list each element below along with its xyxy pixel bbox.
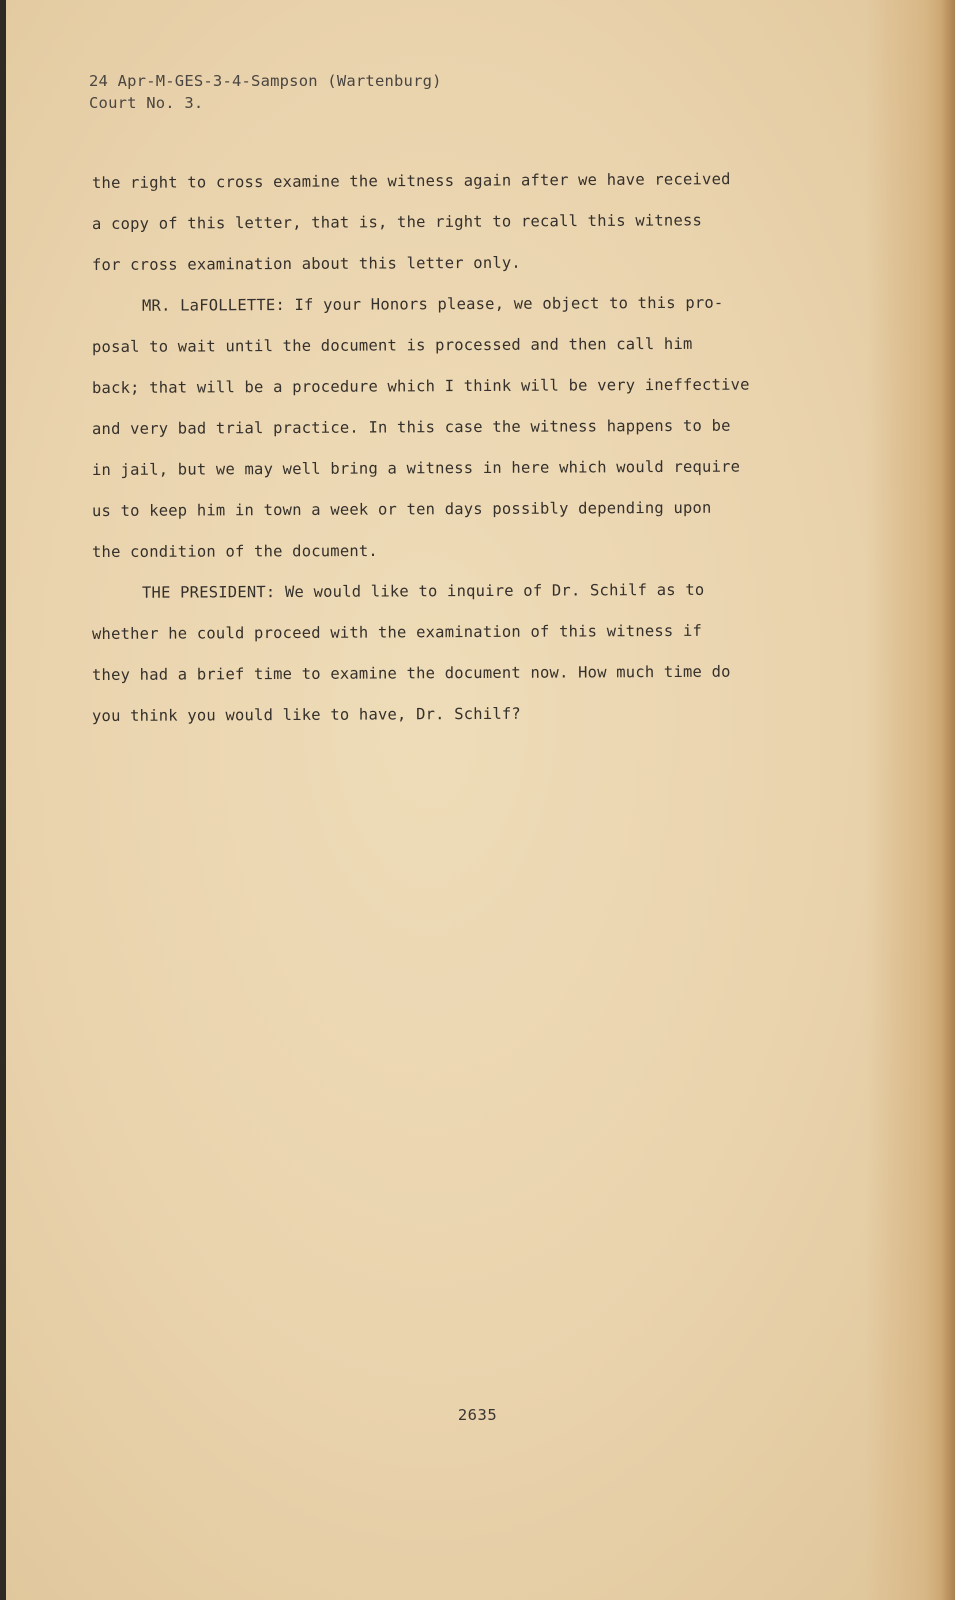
transcript-line: us to keep him in town a week or ten days possibly depending upon (91, 498, 712, 520)
header-court-line: Court No. 3. (89, 94, 204, 112)
transcript-line: you think you would like to have, Dr. Schilf? (91, 704, 521, 725)
transcript-body (92, 163, 812, 737)
document-header (89, 70, 442, 114)
transcript-line: in jail, but we may well bring a witness in here which would require (91, 457, 741, 479)
transcript-line: for cross examination about this letter only. (91, 253, 521, 274)
transcript-line: the right to cross examine the witness again after we have received (91, 170, 731, 192)
transcript-line: and very bad trial practice. In this case the witness happens to be (91, 416, 731, 438)
transcript-line: they had a brief time to examine the document now. How much time do (91, 662, 731, 684)
transcript-line: back; that will be a procedure which I think will be very ineffective (91, 375, 750, 397)
header-session-line: 24 Apr-M-GES-3-4-Sampson (Wartenburg) (89, 72, 442, 90)
transcript-line: a copy of this letter, that is, the right to recall this witness (91, 211, 703, 233)
page-number: 2635 (457, 1406, 498, 1424)
transcript-line: the condition of the document. (91, 542, 378, 561)
transcript-line-speaker-lafollette: MR. LaFOLLETTE: If your Honors please, we object to this pro- (141, 293, 724, 315)
transcript-line-speaker-president: THE PRESIDENT: We would like to inquire of Dr. Schilf as to (141, 580, 705, 602)
transcript-line: whether he could proceed with the examination of this witness if (91, 621, 703, 643)
transcript-line: posal to wait until the document is processed and then call him (91, 334, 693, 356)
